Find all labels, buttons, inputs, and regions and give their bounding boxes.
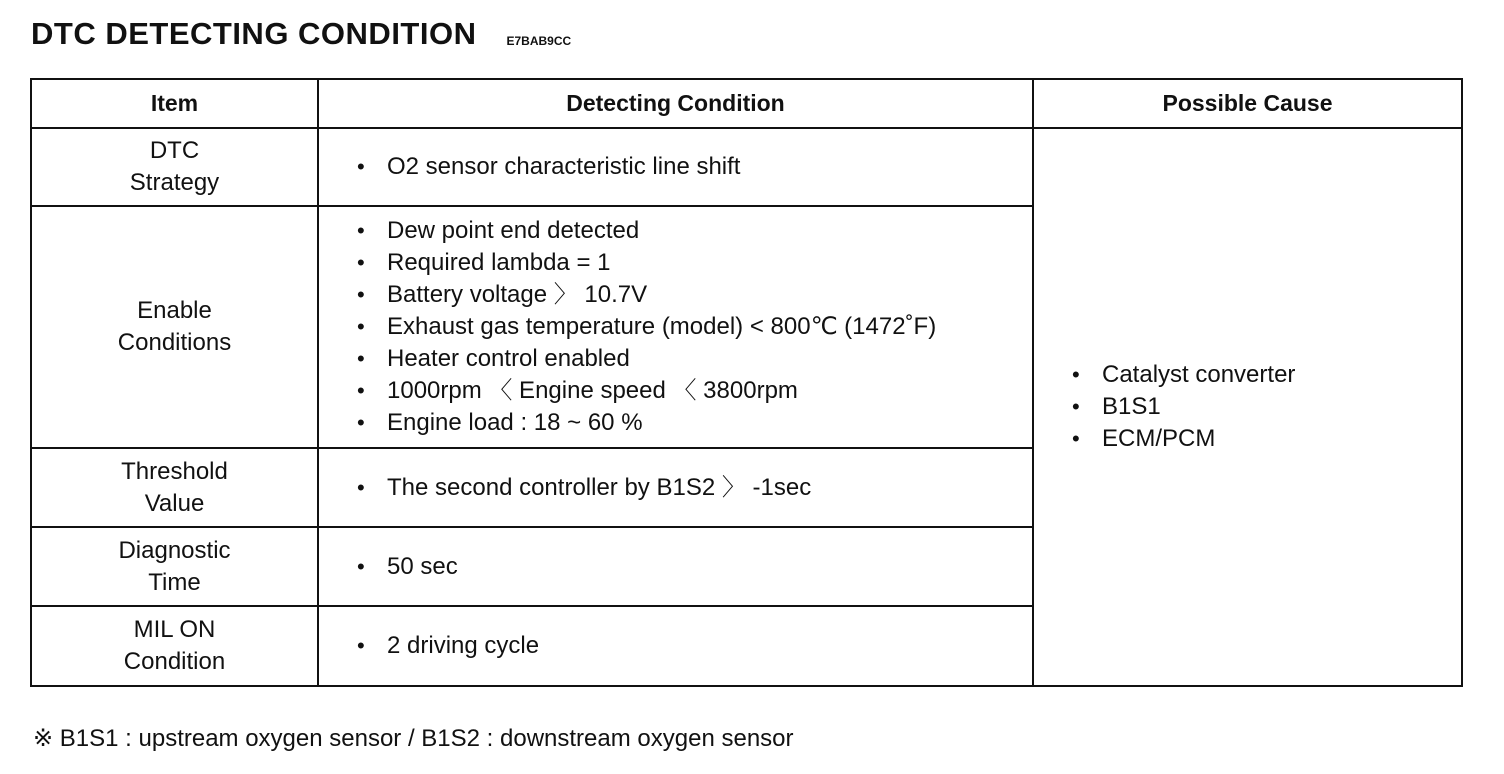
condition-item: • Heater control enabled [357, 343, 1032, 375]
item-cell-diagnostic-time [31, 527, 318, 606]
possible-cause-list [1034, 359, 1461, 455]
item-label-line: Strategy [129, 169, 220, 196]
dtc-condition-table-wrapper [30, 78, 1461, 683]
item-cell-threshold-value [31, 448, 318, 527]
item-cell-enable-conditions [31, 206, 318, 448]
condition-list [319, 630, 1032, 662]
possible-cause-item: • Catalyst converter [1072, 359, 1461, 391]
condition-item: • 1000rpm 〈 Engine speed 〈 3800rpm [357, 375, 1032, 407]
condition-item: • The second controller by B1S2 〉 -1sec [357, 472, 1032, 504]
column-header-detecting-condition: Detecting Condition [318, 79, 1033, 128]
table-row-dtc-strategy [31, 128, 1462, 206]
condition-item: • 2 driving cycle [357, 630, 1032, 662]
item-label-line: MIL ON [133, 616, 216, 643]
item-label-line: Time [148, 568, 201, 596]
condition-item: • Battery voltage 〉 10.7V [357, 279, 1032, 311]
document-code: E7BAB9CC [506, 34, 572, 48]
table-header-row [31, 79, 1462, 128]
item-label-line: Threshold [121, 457, 228, 485]
column-header-item: Item [31, 79, 318, 128]
title-row [31, 14, 571, 54]
condition-list [319, 551, 1032, 583]
column-header-possible-cause: Possible Cause [1033, 79, 1462, 128]
condition-item: • Exhaust gas temperature (model) < 800℃ (1472˚F) [357, 311, 1032, 343]
condition-list [319, 215, 1032, 439]
condition-item: • Required lambda = 1 [357, 247, 1032, 279]
possible-cause-item: • B1S1 [1072, 391, 1461, 423]
item-label-line: Conditions [117, 329, 232, 356]
condition-item: • Engine load : 18 ~ 60 % [357, 407, 1032, 439]
condition-item: • Dew point end detected [357, 215, 1032, 247]
condition-cell-diagnostic-time [318, 527, 1033, 606]
condition-cell-threshold-value [318, 448, 1033, 527]
condition-item: • O2 sensor characteristic line shift [357, 151, 1032, 183]
dtc-condition-table [30, 78, 1463, 687]
item-label-line: Enable [137, 297, 212, 324]
possible-cause-cell [1033, 128, 1462, 686]
condition-list [319, 472, 1032, 504]
item-label-line: Diagnostic [118, 536, 231, 564]
item-cell-mil-on-condition [31, 606, 318, 686]
item-label-line: Value [144, 489, 205, 517]
page-title: DTC DETECTING CONDITION [31, 16, 477, 51]
condition-item: • 50 sec [357, 551, 1032, 583]
item-label-line: Condition [123, 648, 226, 675]
possible-cause-item: • ECM/PCM [1072, 423, 1461, 455]
footnote: ※ B1S1 : upstream oxygen sensor / B1S2 : downstream oxygen sensor [33, 725, 794, 752]
condition-list [319, 151, 1032, 183]
item-cell-dtc-strategy [31, 128, 318, 206]
condition-cell-dtc-strategy [318, 128, 1033, 206]
condition-cell-enable-conditions [318, 206, 1033, 448]
item-label-line: DTC [149, 137, 200, 164]
condition-cell-mil-on-condition [318, 606, 1033, 686]
